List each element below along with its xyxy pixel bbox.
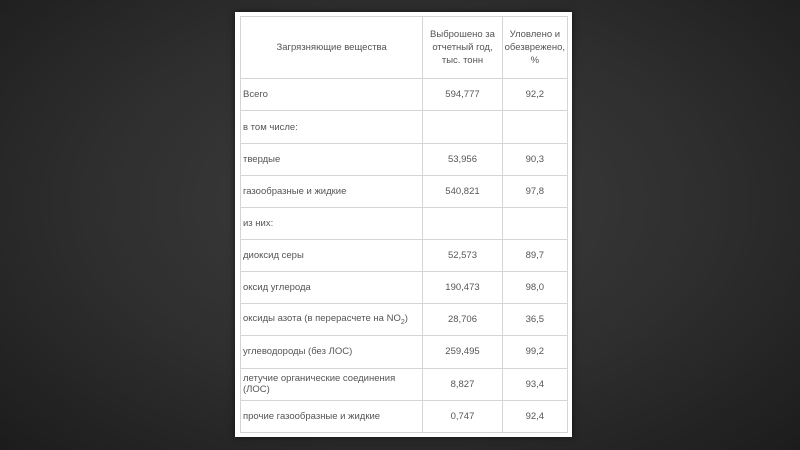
table-row <box>241 400 568 432</box>
captured-value: 36,5 <box>502 304 567 336</box>
table-row <box>241 175 568 207</box>
captured-value: 97,8 <box>502 175 567 207</box>
pollutant-name: оксид углерода <box>241 272 423 304</box>
captured-value <box>502 207 567 239</box>
header-pollutants: Загрязняющие вещества <box>241 17 423 79</box>
table-row <box>241 240 568 272</box>
captured-value: 99,2 <box>502 336 567 368</box>
table-row <box>241 272 568 304</box>
table-row <box>241 304 568 336</box>
emitted-value: 259,495 <box>423 336 502 368</box>
pollutant-name: летучие органические соединения (ЛОС) <box>241 368 423 400</box>
pollutants-table <box>240 16 568 433</box>
emitted-value: 53,956 <box>423 143 502 175</box>
table-row <box>241 207 568 239</box>
pollutant-name: углеводороды (без ЛОС) <box>241 336 423 368</box>
pollutant-name: в том числе: <box>241 111 423 143</box>
subscript: 2 <box>400 319 405 327</box>
pollutant-name: твердые <box>241 143 423 175</box>
emitted-value <box>423 111 502 143</box>
pollutant-name <box>241 304 423 336</box>
emitted-value: 190,473 <box>423 272 502 304</box>
table-image <box>235 12 572 437</box>
captured-value: 89,7 <box>502 240 567 272</box>
captured-value: 92,2 <box>502 79 567 111</box>
header-captured: Уловлено и обезврежено, % <box>502 17 567 79</box>
pollutant-name-text: оксиды азота (в перерасчете на NO <box>243 313 401 325</box>
pollutant-name: Всего <box>241 79 423 111</box>
captured-value: 98,0 <box>502 272 567 304</box>
emitted-value: 28,706 <box>423 304 502 336</box>
table-row <box>241 336 568 368</box>
table-row <box>241 368 568 400</box>
table-row <box>241 143 568 175</box>
emitted-value: 594,777 <box>423 79 502 111</box>
emitted-value <box>423 207 502 239</box>
table-row <box>241 111 568 143</box>
captured-value <box>502 111 567 143</box>
emitted-value: 52,573 <box>423 240 502 272</box>
table-header-row <box>241 17 568 79</box>
emitted-value: 540,821 <box>423 175 502 207</box>
pollutant-name: прочие газообразные и жидкие <box>241 400 423 432</box>
table-row <box>241 79 568 111</box>
pollutant-name: диоксид серы <box>241 240 423 272</box>
captured-value: 92,4 <box>502 400 567 432</box>
header-emitted: Выброшено за отчетный год, тыс. тонн <box>423 17 502 79</box>
captured-value: 93,4 <box>502 368 567 400</box>
emitted-value: 0,747 <box>423 400 502 432</box>
pollutant-name: из них: <box>241 207 423 239</box>
captured-value: 90,3 <box>502 143 567 175</box>
emitted-value: 8,827 <box>423 368 502 400</box>
pollutant-name: газообразные и жидкие <box>241 175 423 207</box>
pollutant-name-end: ) <box>404 313 408 325</box>
